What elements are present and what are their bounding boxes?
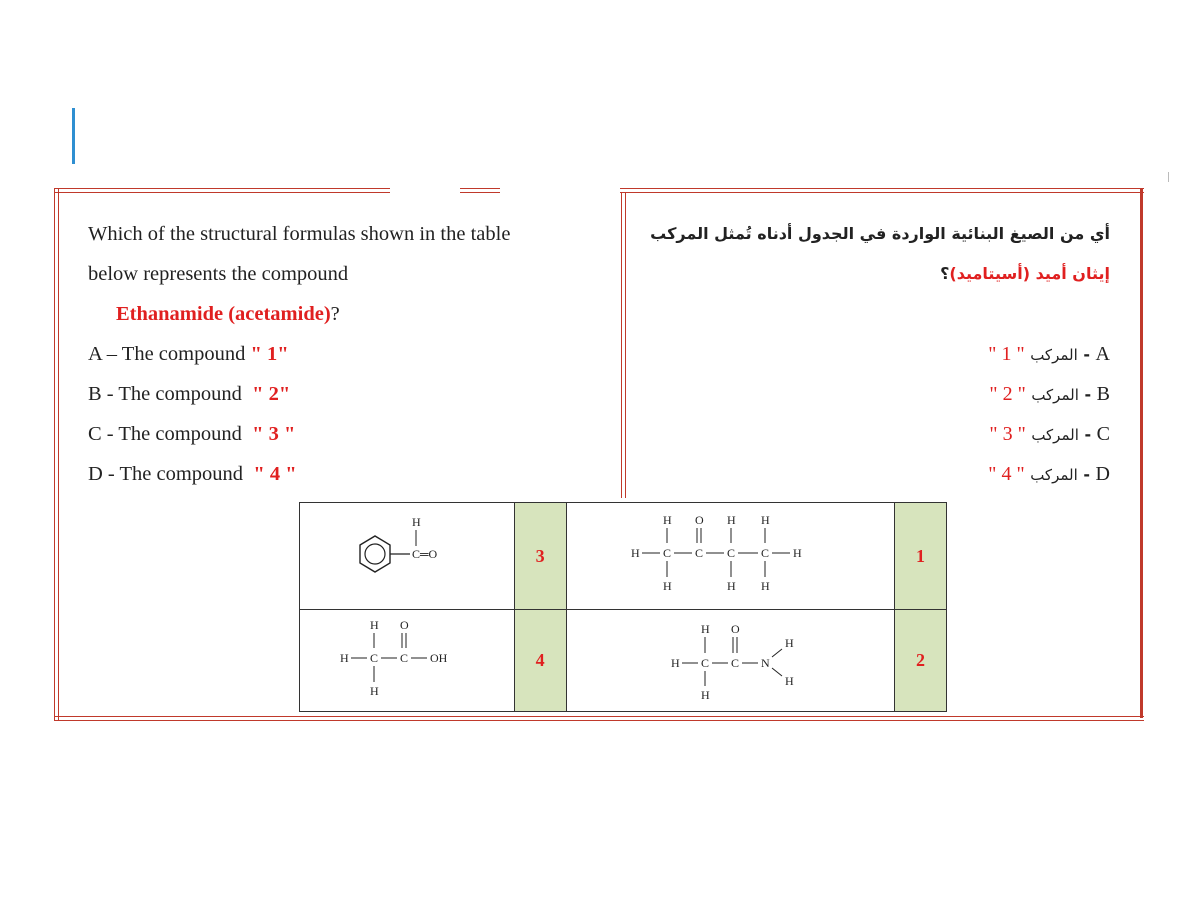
arabic-question-line-1: أي من الصيغ البنائية الواردة في الجدول أدناه تُمثل المركب xyxy=(650,224,1110,243)
svg-text:C: C xyxy=(761,546,770,561)
svg-text:O: O xyxy=(731,622,740,637)
structure-benzaldehyde xyxy=(300,503,515,610)
svg-text:H: H xyxy=(701,688,710,703)
svg-text:H: H xyxy=(701,622,710,637)
arabic-option-c: C - المركب " 3 " xyxy=(989,423,1110,445)
svg-text:H: H xyxy=(793,546,802,561)
question-line-2: below represents the compound xyxy=(88,263,349,285)
svg-text:H: H xyxy=(369,618,379,633)
benzaldehyde-structure xyxy=(332,509,482,599)
compound-line: Ethanamide (acetamide)? xyxy=(116,303,340,325)
svg-text:H: H xyxy=(663,513,672,528)
arabic-option-b: B - المركب " 2 " xyxy=(989,383,1110,405)
compound-number: 4 xyxy=(514,610,566,712)
svg-text:C: C xyxy=(399,651,408,666)
svg-text:C: C xyxy=(663,546,672,561)
arabic-option-a: A - المركب " 1 " xyxy=(988,343,1110,365)
svg-text:H: H xyxy=(727,579,736,594)
question-english xyxy=(88,214,510,494)
svg-text:C: C xyxy=(731,656,740,671)
question-line-1: Which of the structural formulas shown in the table xyxy=(88,223,511,245)
compound-name: Ethanamide (acetamide) xyxy=(116,303,331,325)
svg-text:C: C xyxy=(369,651,378,666)
structure-acetamide xyxy=(566,610,894,712)
compound-table xyxy=(299,502,947,712)
arabic-option-d: D - المركب " 4 " xyxy=(988,463,1110,485)
svg-text:H: H xyxy=(663,579,672,594)
table-row xyxy=(300,503,947,610)
svg-text:H: H xyxy=(631,546,640,561)
acetamide-structure xyxy=(615,613,845,703)
accent-bar xyxy=(72,108,75,164)
svg-text:OH: OH xyxy=(429,651,448,666)
column-divider xyxy=(621,193,626,498)
frame-bottom-border xyxy=(54,716,1144,721)
svg-text:O: O xyxy=(695,513,704,528)
compound-number: 2 xyxy=(895,610,947,712)
svg-text:H: H xyxy=(761,513,770,528)
svg-text:N: N xyxy=(761,656,770,671)
svg-text:C═O: C═O xyxy=(411,546,437,561)
svg-text:C: C xyxy=(727,546,736,561)
butanone-structure xyxy=(615,506,845,601)
option-b: B - The compound " 2" xyxy=(88,383,291,405)
svg-text:H: H xyxy=(785,636,794,651)
compound-number: 3 xyxy=(514,503,566,610)
svg-text:H: H xyxy=(671,656,680,671)
svg-text:O: O xyxy=(399,618,409,633)
svg-text:H: H xyxy=(761,579,770,594)
svg-text:H: H xyxy=(785,674,794,689)
option-c: C - The compound " 3 " xyxy=(88,423,296,445)
compound-number: 1 xyxy=(895,503,947,610)
table-row xyxy=(300,610,947,712)
structure-acetic-acid xyxy=(300,610,515,712)
svg-text:H: H xyxy=(727,513,736,528)
structure-butanone xyxy=(566,503,894,610)
svg-text:H: H xyxy=(339,651,349,666)
frame-left-border xyxy=(54,188,59,721)
svg-text:C: C xyxy=(701,656,710,671)
svg-text:H: H xyxy=(411,514,421,529)
option-d: D - The compound " 4 " xyxy=(88,463,297,485)
arabic-compound-line: إيثان أميد (أسيتاميد)؟ xyxy=(940,264,1110,283)
option-a: A – The compound " 1" xyxy=(88,343,289,365)
acetic-acid-structure xyxy=(332,613,482,703)
svg-text:C: C xyxy=(695,546,704,561)
edge-mark xyxy=(1168,172,1169,182)
frame-right-border xyxy=(1140,188,1143,718)
question-arabic xyxy=(650,214,1110,494)
svg-text:H: H xyxy=(369,684,379,699)
